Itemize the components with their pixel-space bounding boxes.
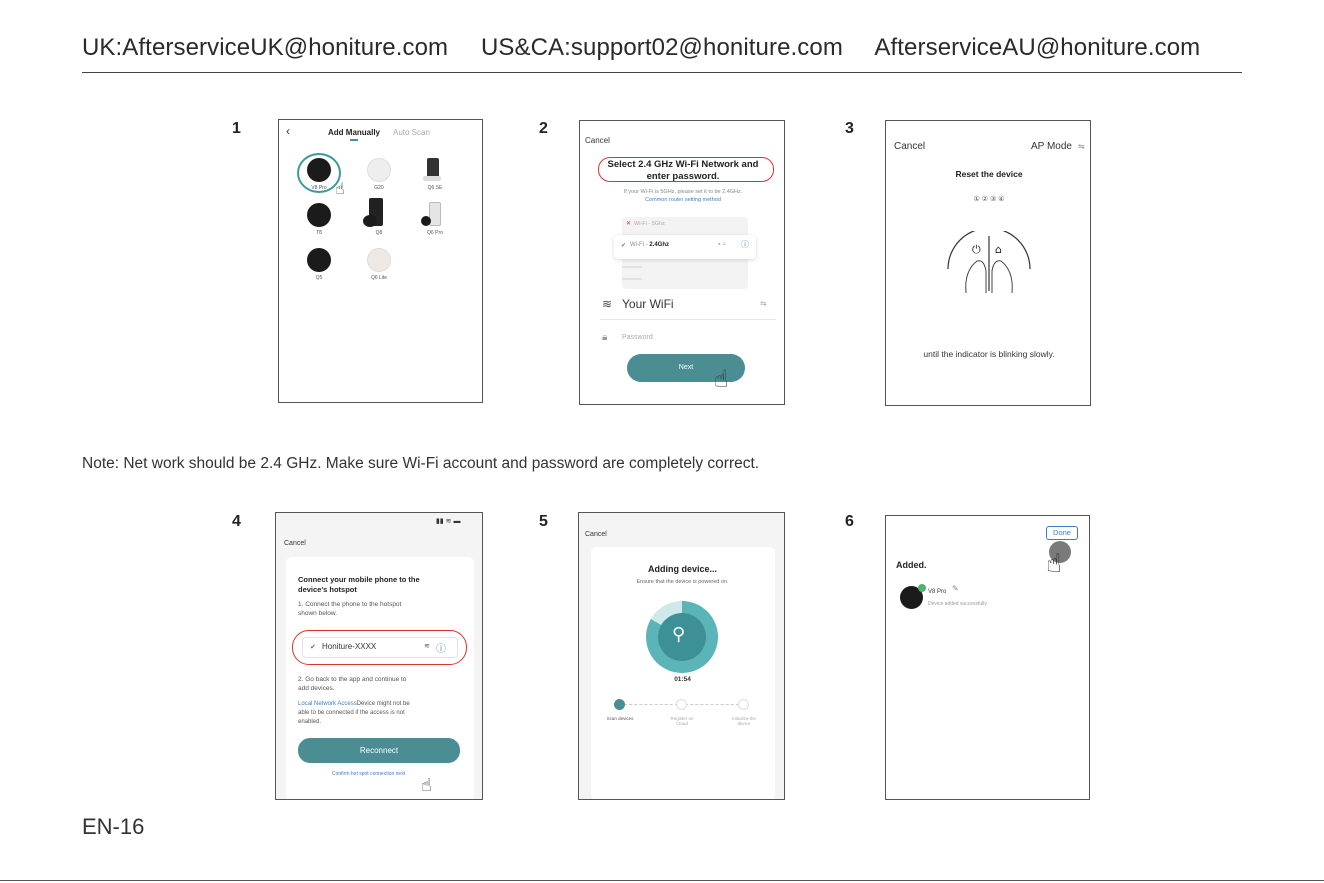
wifi-signal-icon: ▪ ≈ [718,241,727,248]
email-au: AfterserviceAU@honiture.com [874,34,1201,61]
device-g20-image[interactable] [367,158,391,182]
lna-text-3: enabled. [298,719,322,725]
status-bar-icons: ▮▮ ≋ ▬ [436,518,461,525]
footer-divider [0,880,1324,881]
list-placeholder [622,266,642,268]
tab-auto-scan[interactable]: Auto Scan [393,128,430,137]
router-setting-link[interactable]: Common router setting method [645,197,721,203]
cancel-button[interactable]: Cancel [585,531,607,538]
phase-register-label: Register on Cloud [670,716,694,726]
screen-wifi-select [579,120,785,405]
hotspot-title-line1: Connect your mobile phone to the [298,575,420,584]
check-icon: ✔ [310,644,316,651]
robot-buttons-illustration [944,231,1034,301]
device-label: G20 [374,185,384,191]
device-v8pro-image[interactable] [307,158,331,182]
edit-icon[interactable]: ✎ [952,584,959,593]
lock-icon: 🔒︎ [602,332,608,343]
phase-scan-label: Scan devices [606,716,634,721]
adding-timer: 01:54 [674,676,691,683]
hand-pointer-icon: ☝ [1046,548,1062,578]
cross-icon: ✕ [626,221,632,227]
svg-text:⏻: ⏻ [972,243,981,256]
step-number-1: 1 [232,120,241,137]
hotspot-step2-line2: add devices. [298,685,335,692]
next-button[interactable]: Next [627,354,745,382]
screen-reset-device [885,120,1091,406]
step-number-3: 3 [845,120,854,137]
hand-pointer-icon: ☝ [335,181,345,198]
list-placeholder [622,278,642,280]
lna-text: Device might not be [356,701,410,707]
device-label: Q6 SE [427,185,443,191]
cancel-button[interactable]: Cancel [585,136,610,145]
device-label: Q8 [375,230,383,236]
hand-pointer-icon: ☝ [714,366,729,393]
reset-title: Reset the device [955,169,1023,179]
progress-dots: ① ② ③ ④ [973,196,1005,203]
phase-init-dot [738,699,749,710]
search-icon: ⚲ [672,624,686,644]
email-uk: UK:AfterserviceUK@honiture.com [82,34,449,61]
success-check-icon [918,584,926,592]
hotspot-name: Honiture-XXXX [322,642,377,651]
email-us: US&CA:support02@honiture.com [480,34,843,61]
support-emails [82,34,1226,62]
wifi-title-line1: Select 2.4 GHz Wi-Fi Network and [607,159,759,170]
tab-add-manually[interactable]: Add Manually [328,128,381,137]
svg-text:⌂: ⌂ [995,243,1002,256]
header-divider [82,72,1242,73]
info-icon[interactable]: ⓘ [741,240,749,249]
screen-device-added [885,515,1090,800]
network-24g-name: 2.4Ghz [649,242,670,248]
network-5g[interactable]: Wi-Fi - 5Ghz [634,221,665,227]
hotspot-step1-line2: shown below. [298,610,338,617]
adding-title: Adding device... [647,564,717,574]
phase-register-dot [676,699,687,710]
confirm-hotspot-link[interactable]: Confirm hot spot connection next [332,771,406,777]
device-q8-robot [363,215,377,227]
field-divider [600,319,776,320]
switch-network-icon[interactable]: ⇋ [760,299,767,308]
reconnect-button[interactable]: Reconnect [298,738,460,763]
network-note: Note: Net work should be 2.4 GHz. Make sure Wi-Fi account and password are completely correct. [82,455,760,472]
cancel-button[interactable]: Cancel [284,540,306,547]
swap-icon: ⇋ [1078,142,1085,151]
wifi-title-line2: enter password. [646,171,720,182]
page-number: EN-16 [82,814,145,839]
network-24g-prefix: Wi-Fi - [630,242,650,248]
device-name: V8 Pro [928,589,947,595]
hotspot-title-line2: device's hotspot [298,585,357,594]
wifi-hint: If your Wi-Fi is 5GHz, please set it to be 2.4GHz. [623,189,743,195]
cancel-button[interactable]: Cancel [894,141,926,152]
hotspot-step1-line1: 1. Connect the phone to the hotspot [298,601,402,608]
local-network-access-link[interactable]: Local Network Access [298,701,357,707]
ap-mode-button[interactable]: AP Mode [1031,141,1072,152]
tab-indicator [350,139,358,141]
screen-hotspot [275,512,483,800]
device-status: Device added successfully [928,601,987,607]
done-button[interactable]: Done [1046,526,1078,540]
step-number-6: 6 [845,513,854,530]
screen-adding-device [578,512,785,800]
phase-init-label: Initialize the device [732,716,756,726]
wifi-name-field[interactable]: Your WiFi [622,297,674,311]
device-label: V8 Pro [311,185,327,191]
phase-scan-dot [614,699,625,710]
step-number-2: 2 [539,120,548,137]
hotspot-step2-line1: 2. Go back to the app and continue to [298,676,407,683]
lna-text-2: able to be connected if the access is not [298,710,405,716]
adding-subtitle: Ensure that the device is powered on. [636,579,729,585]
info-icon[interactable]: ⓘ [436,644,446,655]
device-q6pro-robot [421,216,431,226]
device-q5-image[interactable] [307,248,331,272]
dock-base [423,176,441,181]
device-t8-image[interactable] [307,203,331,227]
device-label: Q5 [315,275,323,281]
device-q6lite-image[interactable] [367,248,391,272]
added-title: Added. [896,560,927,570]
wifi-signal-icon: ≋ [424,643,430,650]
screen-add-manually [278,119,483,403]
back-icon[interactable]: ‹ [286,124,290,138]
device-label: T8 [316,230,322,236]
device-label: Q6 Pro [427,230,443,236]
step-number-4: 4 [232,513,241,530]
wifi-icon: ≋ [602,297,613,311]
password-field[interactable]: Password [622,334,653,341]
check-icon: ✔ [621,243,627,249]
hand-pointer-icon: ☝ [421,775,432,795]
device-label: Q6 Lite [370,275,388,281]
step-number-5: 5 [539,513,548,530]
reset-instruction: until the indicator is blinking slowly. [923,349,1055,359]
